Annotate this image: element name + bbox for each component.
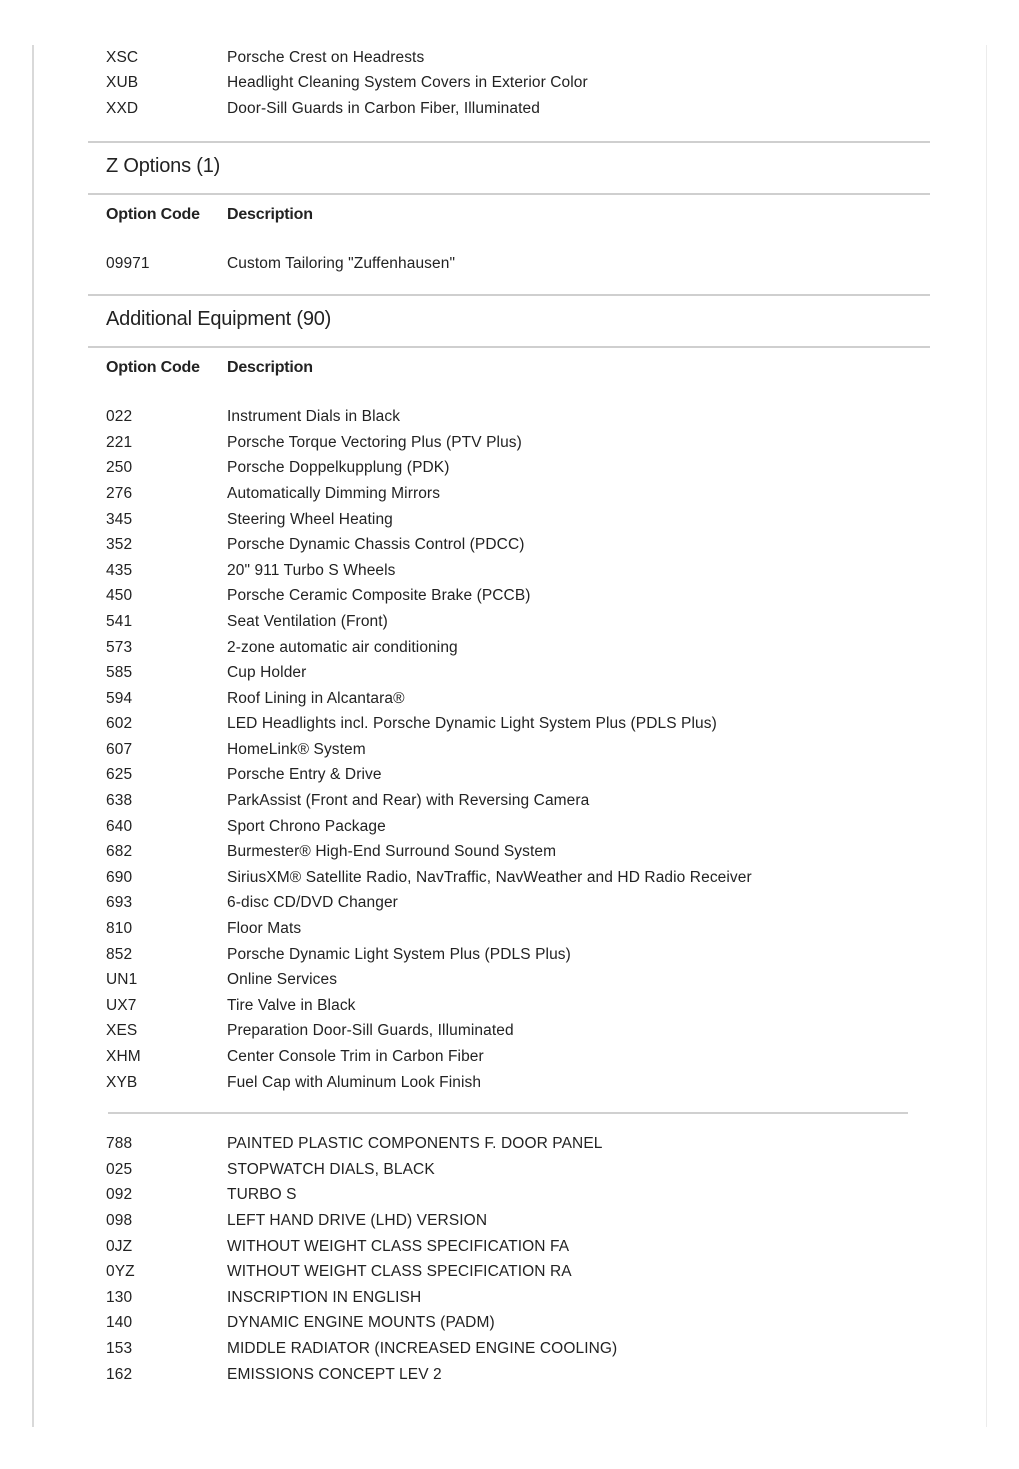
document-content bbox=[88, 45, 930, 1387]
option-description: 20" 911 Turbo S Wheels bbox=[227, 561, 396, 579]
option-row bbox=[88, 584, 930, 610]
option-row bbox=[88, 532, 930, 558]
option-code: XXD bbox=[106, 99, 139, 117]
option-row bbox=[88, 1019, 930, 1045]
option-description: Roof Lining in Alcantara® bbox=[227, 689, 405, 707]
option-code: 788 bbox=[106, 1135, 133, 1153]
option-description: 2-zone automatic air conditioning bbox=[227, 638, 458, 656]
option-row bbox=[88, 1285, 930, 1311]
column-header-option-code: Option Code bbox=[106, 359, 200, 377]
option-code: XUB bbox=[106, 74, 139, 92]
additional-equipment-table-header bbox=[88, 348, 930, 388]
option-row bbox=[88, 916, 930, 942]
option-code: 162 bbox=[106, 1365, 133, 1383]
option-description: LEFT HAND DRIVE (LHD) VERSION bbox=[227, 1211, 488, 1229]
option-description: WITHOUT WEIGHT CLASS SPECIFICATION FA bbox=[227, 1237, 570, 1255]
option-row bbox=[88, 430, 930, 456]
option-row bbox=[88, 737, 930, 763]
option-description: Porsche Dynamic Chassis Control (PDCC) bbox=[227, 536, 525, 554]
option-description: 6-disc CD/DVD Changer bbox=[227, 894, 398, 912]
column-header-description: Description bbox=[227, 205, 313, 223]
option-description: Steering Wheel Heating bbox=[227, 510, 393, 528]
option-row bbox=[88, 660, 930, 686]
option-description: HomeLink® System bbox=[227, 740, 366, 758]
option-code: XHM bbox=[106, 1048, 141, 1066]
option-code: 0JZ bbox=[106, 1237, 133, 1255]
option-row bbox=[88, 993, 930, 1019]
option-row bbox=[88, 814, 930, 840]
option-description: Porsche Ceramic Composite Brake (PCCB) bbox=[227, 587, 531, 605]
option-code: 092 bbox=[106, 1186, 133, 1204]
option-code: 690 bbox=[106, 868, 133, 886]
option-code: 602 bbox=[106, 715, 133, 733]
option-code: XES bbox=[106, 1022, 138, 1040]
option-code: 852 bbox=[106, 945, 133, 963]
option-code: 573 bbox=[106, 638, 133, 656]
option-code: 435 bbox=[106, 561, 133, 579]
option-description: Cup Holder bbox=[227, 664, 307, 682]
option-row bbox=[88, 1362, 930, 1388]
option-description: Porsche Doppelkupplung (PDK) bbox=[227, 459, 450, 477]
option-code: 541 bbox=[106, 612, 133, 630]
option-description: Custom Tailoring "Zuffenhausen" bbox=[227, 254, 456, 272]
option-row bbox=[88, 45, 930, 71]
option-code: XYB bbox=[106, 1073, 138, 1091]
option-code: 221 bbox=[106, 433, 133, 451]
option-code: 682 bbox=[106, 843, 133, 861]
option-row bbox=[88, 558, 930, 584]
option-code: 625 bbox=[106, 766, 133, 784]
option-row bbox=[88, 1208, 930, 1234]
option-code: 250 bbox=[106, 459, 133, 477]
option-description: DYNAMIC ENGINE MOUNTS (PADM) bbox=[227, 1314, 495, 1332]
option-code: 810 bbox=[106, 920, 133, 938]
option-code: 140 bbox=[106, 1314, 133, 1332]
option-row bbox=[88, 1336, 930, 1362]
option-description: Automatically Dimming Mirrors bbox=[227, 484, 441, 502]
option-code: UN1 bbox=[106, 971, 138, 989]
option-description: ParkAssist (Front and Rear) with Reversing Camera bbox=[227, 792, 590, 810]
option-row bbox=[88, 891, 930, 917]
option-code: 594 bbox=[106, 689, 133, 707]
top-option-list bbox=[88, 45, 930, 122]
option-description: PAINTED PLASTIC COMPONENTS F. DOOR PANEL bbox=[227, 1135, 603, 1153]
option-row bbox=[88, 763, 930, 789]
option-description: Door-Sill Guards in Carbon Fiber, Illuminated bbox=[227, 99, 540, 117]
option-row bbox=[88, 712, 930, 738]
option-description: INSCRIPTION IN ENGLISH bbox=[227, 1288, 422, 1306]
option-row bbox=[88, 1259, 930, 1285]
option-row bbox=[88, 1131, 930, 1157]
option-description: Tire Valve in Black bbox=[227, 996, 356, 1014]
option-description: Center Console Trim in Carbon Fiber bbox=[227, 1048, 484, 1066]
option-row bbox=[88, 865, 930, 891]
option-description: SiriusXM® Satellite Radio, NavTraffic, NavWeather and HD Radio Receiver bbox=[227, 868, 752, 886]
option-code: 640 bbox=[106, 817, 133, 835]
option-description: Online Services bbox=[227, 971, 338, 989]
option-row bbox=[88, 1044, 930, 1070]
option-row bbox=[88, 251, 930, 277]
option-row bbox=[88, 967, 930, 993]
additional-equipment-title: Additional Equipment (90) bbox=[106, 308, 332, 331]
column-header-option-code: Option Code bbox=[106, 205, 200, 223]
option-code: 585 bbox=[106, 664, 133, 682]
option-code: XSC bbox=[106, 48, 139, 66]
additional-equipment-list bbox=[88, 404, 930, 1095]
column-header-description: Description bbox=[227, 359, 313, 377]
factory-items-list bbox=[88, 1131, 930, 1387]
option-description: Seat Ventilation (Front) bbox=[227, 612, 388, 630]
option-description: LED Headlights incl. Porsche Dynamic Light System Plus (PDLS Plus) bbox=[227, 715, 717, 733]
option-description: TURBO S bbox=[227, 1186, 297, 1204]
z-options-title: Z Options (1) bbox=[106, 154, 221, 177]
option-description: Fuel Cap with Aluminum Look Finish bbox=[227, 1073, 482, 1091]
option-code: 450 bbox=[106, 587, 133, 605]
option-description: Floor Mats bbox=[227, 920, 302, 938]
option-row bbox=[88, 1234, 930, 1260]
option-description: Porsche Crest on Headrests bbox=[227, 48, 425, 66]
option-description: Porsche Torque Vectoring Plus (PTV Plus) bbox=[227, 433, 522, 451]
option-row bbox=[88, 788, 930, 814]
option-code: 693 bbox=[106, 894, 133, 912]
option-row bbox=[88, 942, 930, 968]
option-code: 0YZ bbox=[106, 1263, 135, 1281]
option-description: Porsche Dynamic Light System Plus (PDLS Plus) bbox=[227, 945, 571, 963]
z-options-list bbox=[88, 251, 930, 277]
option-code: 352 bbox=[106, 536, 133, 554]
option-description: WITHOUT WEIGHT CLASS SPECIFICATION RA bbox=[227, 1263, 572, 1281]
option-row bbox=[88, 1311, 930, 1337]
option-row bbox=[88, 1183, 930, 1209]
option-description: Instrument Dials in Black bbox=[227, 408, 401, 426]
option-row bbox=[88, 1157, 930, 1183]
option-row bbox=[88, 635, 930, 661]
option-row bbox=[88, 839, 930, 865]
option-row bbox=[88, 609, 930, 635]
option-row bbox=[88, 481, 930, 507]
option-row bbox=[88, 507, 930, 533]
option-code: 098 bbox=[106, 1211, 133, 1229]
option-description: Headlight Cleaning System Covers in Exterior Color bbox=[227, 74, 588, 92]
option-row bbox=[88, 71, 930, 97]
option-description: STOPWATCH DIALS, BLACK bbox=[227, 1160, 435, 1178]
option-row bbox=[88, 686, 930, 712]
option-description: MIDDLE RADIATOR (INCREASED ENGINE COOLING) bbox=[227, 1339, 618, 1357]
option-row bbox=[88, 456, 930, 482]
option-description: EMISSIONS CONCEPT LEV 2 bbox=[227, 1365, 442, 1383]
option-code: 09971 bbox=[106, 254, 150, 272]
option-code: 022 bbox=[106, 408, 133, 426]
z-options-table-header bbox=[88, 195, 930, 235]
option-description: Sport Chrono Package bbox=[227, 817, 386, 835]
option-code: 153 bbox=[106, 1339, 133, 1357]
option-description: Burmester® High-End Surround Sound System bbox=[227, 843, 557, 861]
option-row bbox=[88, 1070, 930, 1096]
option-code: 345 bbox=[106, 510, 133, 528]
option-code: UX7 bbox=[106, 996, 137, 1014]
option-row bbox=[88, 96, 930, 122]
option-description: Preparation Door-Sill Guards, Illuminated bbox=[227, 1022, 514, 1040]
option-code: 130 bbox=[106, 1288, 133, 1306]
option-code: 607 bbox=[106, 740, 133, 758]
option-description: Porsche Entry & Drive bbox=[227, 766, 382, 784]
option-code: 025 bbox=[106, 1160, 133, 1178]
option-code: 276 bbox=[106, 484, 133, 502]
option-row bbox=[88, 404, 930, 430]
option-code: 638 bbox=[106, 792, 133, 810]
